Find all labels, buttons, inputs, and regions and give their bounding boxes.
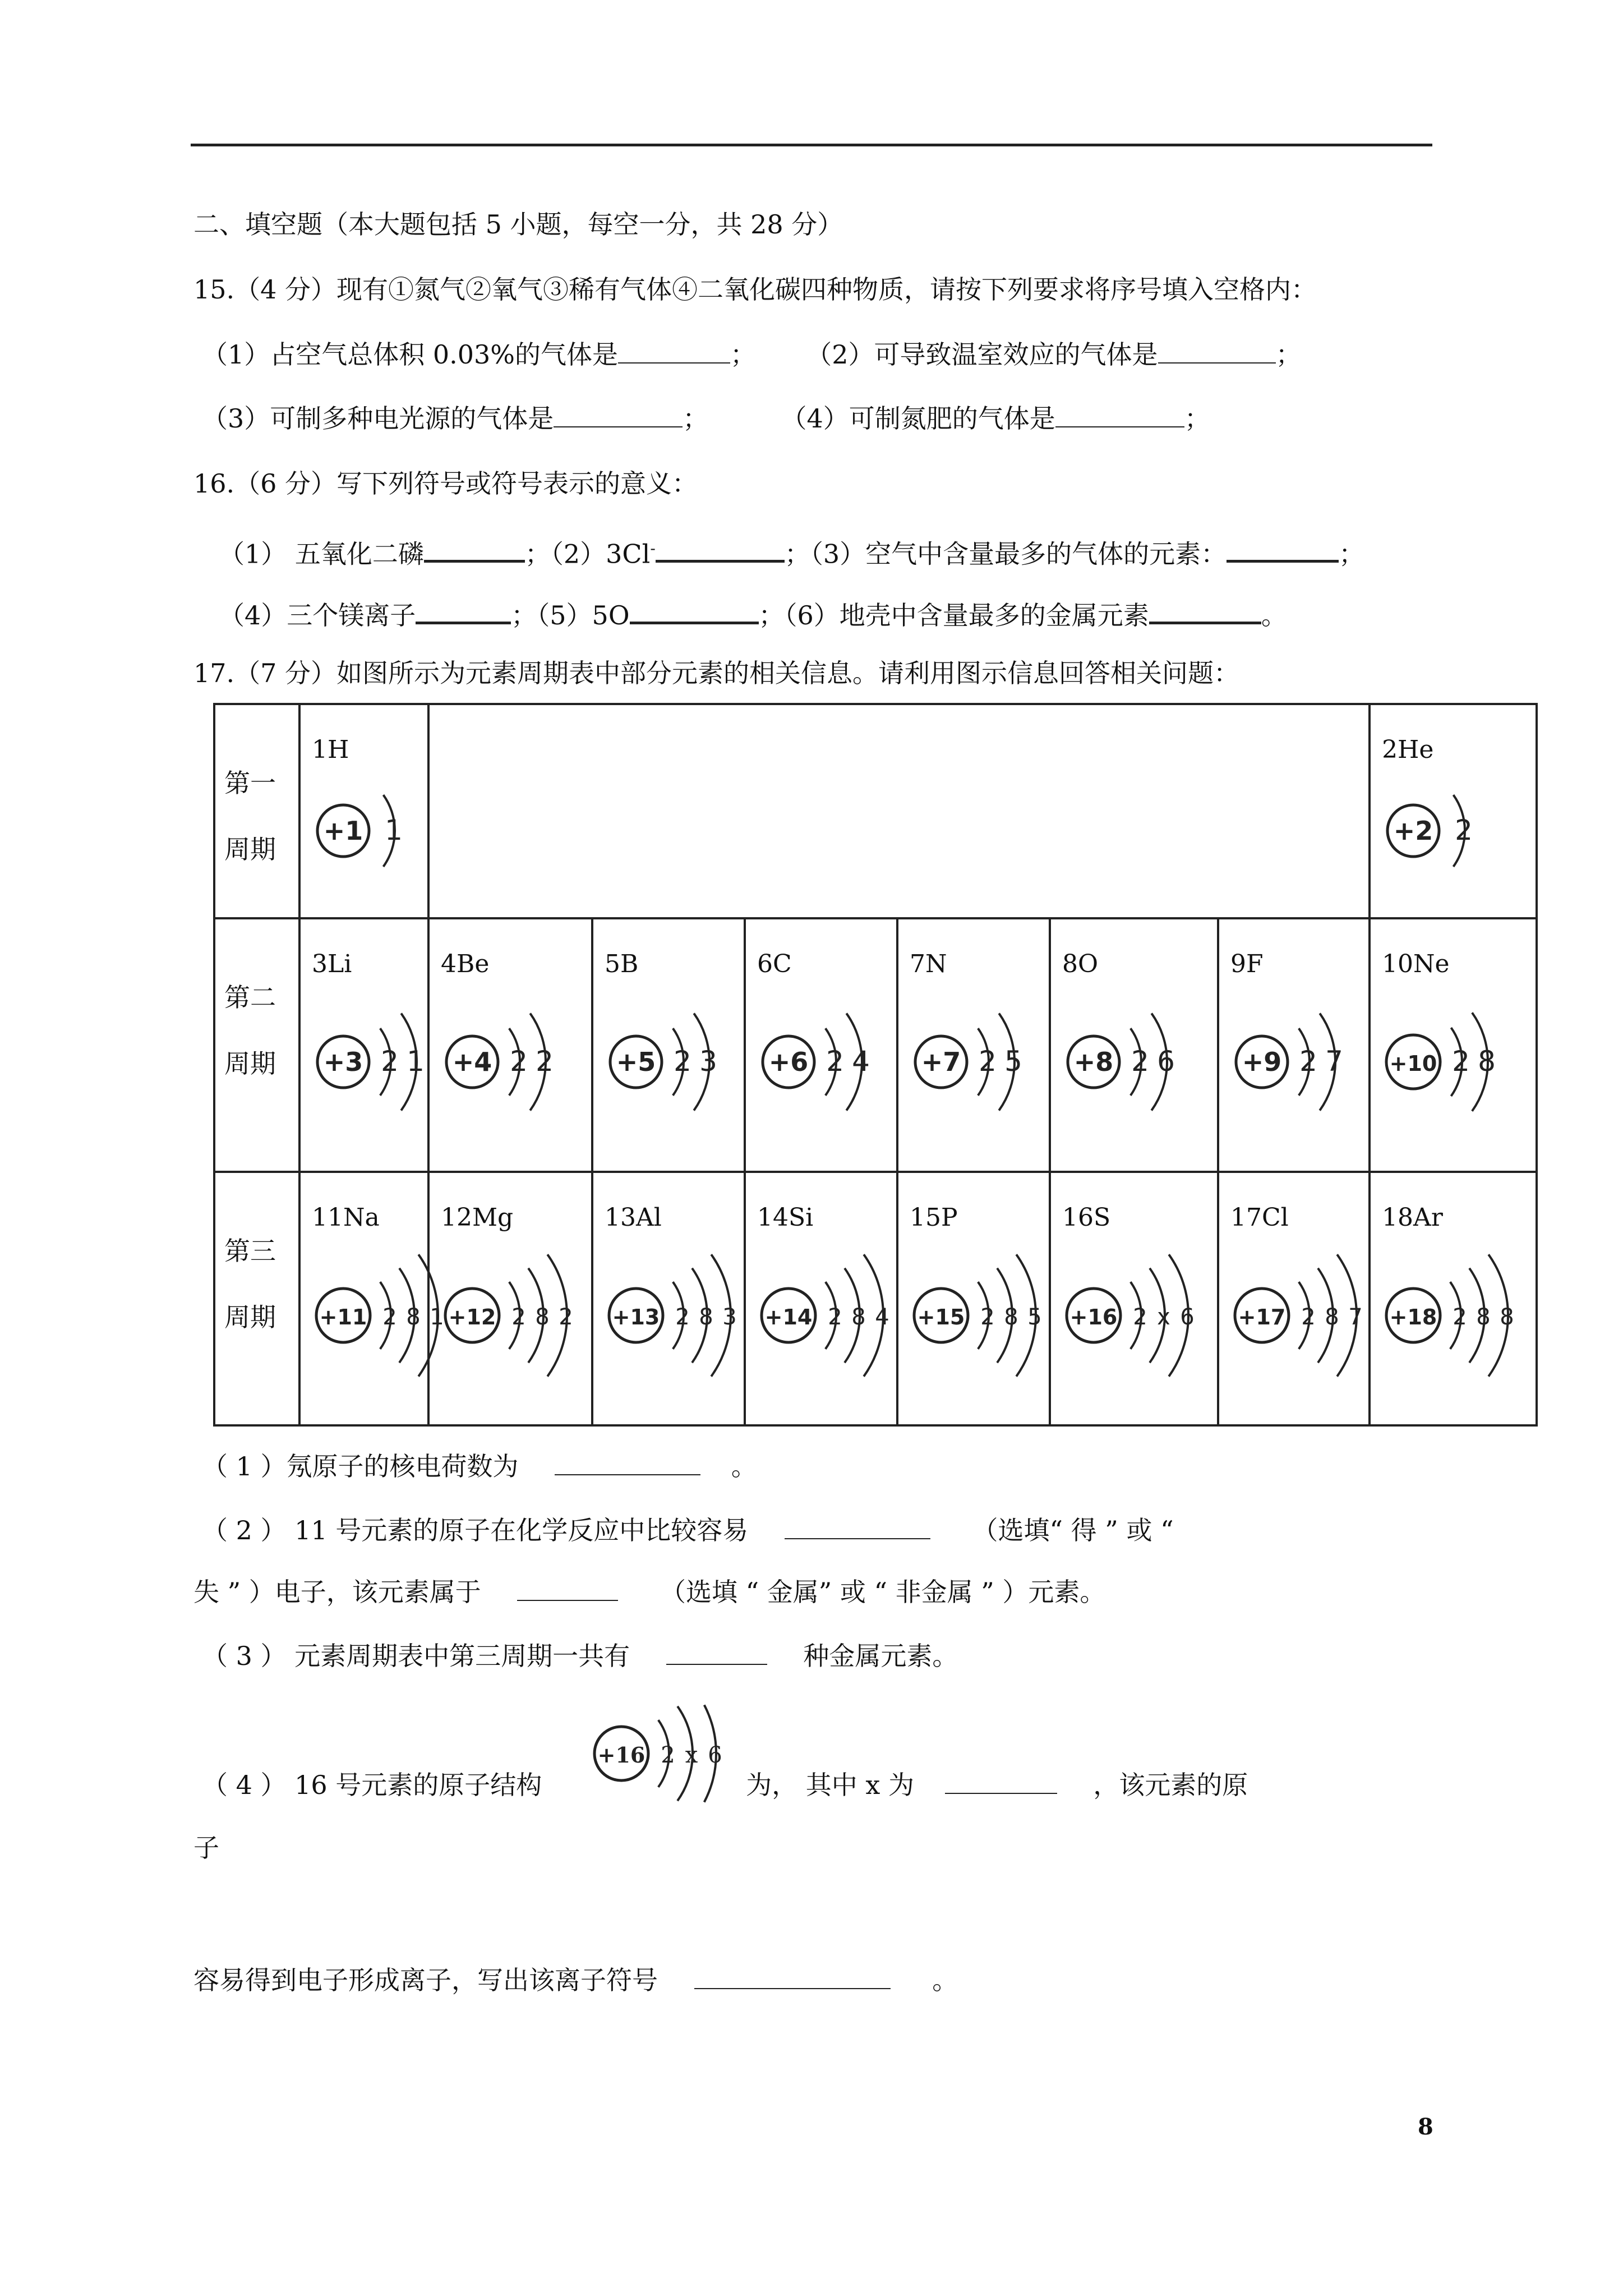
electron-count: 2 [559,1304,573,1330]
electron-count: 6 [1157,1045,1175,1078]
atom-diagram [308,989,426,1135]
q16-blank3[interactable] [1227,535,1339,563]
nucleus-label: +10 [1389,1051,1437,1076]
electron-count: 2 [675,1304,690,1330]
electron-count: 2 [536,1045,554,1078]
electron-count: 2 [381,1045,399,1078]
electron-count: 2 [510,1045,528,1078]
electron-count: 3 [699,1045,717,1078]
q17-a3: （ 3 ） 元素周期表中第三周期一共有 种金属元素。 [202,1639,958,1673]
q15-part3: （3）可制多种电光源的气体是 [202,403,554,434]
q17-blank5[interactable] [945,1768,1057,1794]
electron-count: 6 [707,1742,722,1768]
atom-diagram [308,775,426,887]
nucleus-label: +3 [323,1047,363,1077]
q17-a4-cont: 子 [193,1833,219,1863]
element-cell: 5B +5 2 3 [592,918,745,1172]
nucleus-label: +13 [612,1305,660,1329]
nucleus-label: +11 [319,1305,367,1329]
period-label-3: 第三周期 [214,1172,299,1425]
element-cell: 12Mg +12 2 8 2 [428,1172,592,1425]
element-cell: 13Al +13 2 8 3 [592,1172,745,1425]
electron-count: 2 [828,1304,842,1330]
element-cell: 14Si +14 2 8 4 [745,1172,897,1425]
q17-blank4[interactable] [666,1639,767,1665]
element-cell: 18Ar +18 2 8 8 [1370,1172,1537,1425]
electron-count: 2 [826,1045,844,1078]
electron-count: 2 [511,1304,526,1330]
q15-part1: （1）占空气总体积 0.03%的气体是 [202,339,619,370]
electron-count: 2 [1453,1304,1467,1330]
nucleus-label: +15 [917,1305,965,1329]
nucleus-label: +5 [616,1047,656,1077]
atom-diagram [1059,1243,1199,1388]
electron-count: 2 [660,1742,675,1768]
element-cell: 7N +7 2 5 [897,918,1050,1172]
electron-count: 2 [1301,1304,1316,1330]
period-1-row [214,704,1537,918]
atom-diagram [1378,1243,1513,1388]
electron-count: 1 [385,814,403,846]
element-cell: 15P +15 2 8 5 [897,1172,1050,1425]
q17-stem: 17.（7 分）如图所示为元素周期表中部分元素的相关信息。请利用图示信息回答相关问题： [193,658,1240,688]
element-cell: 4Be +4 2 2 [428,918,592,1172]
atom-diagram [1227,989,1356,1135]
electron-count: 8 [1004,1304,1018,1330]
electron-count: 2 [1133,1304,1147,1330]
nucleus-label: +12 [448,1305,496,1329]
nucleus-label: +16 [597,1742,645,1768]
q15-blank4[interactable] [1055,402,1184,427]
electron-count: 2 [979,1045,997,1078]
atom-diagram [601,1243,737,1388]
electron-count: 2 [674,1045,691,1078]
element-cell: 8O +8 2 6 [1050,918,1218,1172]
period-2-row [214,918,1537,1172]
q17-blank3[interactable] [517,1575,618,1601]
element-cell: 6C +6 2 4 [745,918,897,1172]
q17-a2: （ 2 ） 11 号元素的原子在化学反应中比较容易 （选填“ 得 ” 或 “ [202,1513,1174,1547]
electron-count: x [1157,1304,1170,1330]
element-cell: 2He +2 2 [1370,704,1537,918]
page-number: 8 [1418,2114,1433,2140]
electron-count: 4 [852,1045,870,1078]
element-cell: 9F +9 2 7 [1218,918,1370,1172]
electron-count: 5 [1004,1045,1022,1078]
electron-count: 8 [535,1304,550,1330]
period-label-1: 第一周期 [214,704,299,918]
q15-blank3[interactable] [554,402,683,427]
atom-diagram [1378,989,1513,1135]
electron-count: 7 [1348,1304,1363,1330]
nucleus-label: +9 [1242,1047,1282,1077]
nucleus-label: +16 [1069,1305,1118,1329]
element-cell: 1H +1 1 [299,704,428,918]
electron-count: 8 [1325,1304,1339,1330]
atom-diagram [308,1243,444,1388]
period-3-row [214,1172,1537,1425]
element-cell: 17Cl +17 2 8 7 [1218,1172,1370,1425]
atom-diagram [906,989,1035,1135]
element-cell: 16S +16 2 x 6 [1050,1172,1218,1425]
electron-count: 2 [1299,1045,1317,1078]
electron-count: 1 [407,1045,425,1078]
electron-count: 5 [1027,1304,1042,1330]
atom-diagram [601,989,730,1135]
electron-count: 8 [699,1304,713,1330]
nucleus-label: +7 [921,1047,961,1077]
nucleus-label: +14 [764,1305,813,1329]
electron-count: 7 [1325,1045,1343,1078]
section-title: 二、填空题（本大题包括 5 小题，每空一分，共 28 分） [193,209,843,240]
nucleus-label: +18 [1389,1305,1437,1329]
q15-part2: （2）可导致温室效应的气体是 [806,339,1158,370]
nucleus-label: +4 [452,1047,492,1077]
nucleus-label: +1 [323,816,363,846]
q16-blank1[interactable] [424,535,525,563]
element-cell: 11Na +11 2 8 1 [299,1172,428,1425]
electron-count: 2 [980,1304,995,1330]
table-gap [428,704,1370,918]
q17-a2b: 失 ” ）电子，该元素属于 （选填 “ 金属” 或 “ 非金属 ” ）元素。 [193,1575,1105,1609]
atom-diagram [906,1243,1042,1388]
q15-blank2[interactable] [1158,338,1276,364]
electron-count: 2 [382,1304,397,1330]
electron-count: 3 [722,1304,737,1330]
electron-count: 8 [406,1304,421,1330]
electron-count: 8 [1476,1304,1491,1330]
atom-diagram [754,989,883,1135]
atom-diagram [1227,1243,1363,1388]
electron-count: 8 [851,1304,866,1330]
atom-diagram [437,1243,572,1388]
q17-blank2[interactable] [785,1513,930,1539]
electron-count: x [685,1742,698,1768]
electron-count: 4 [875,1304,889,1330]
q17-blank6[interactable] [694,1963,891,1989]
nucleus-label: +17 [1238,1305,1286,1329]
electron-count: 8 [1478,1045,1496,1078]
q17-a4-last: 容易得到电子形成离子，写出该离子符号 。 [193,1963,958,1997]
electron-count: 8 [1500,1304,1514,1330]
q16-line2: （4）三个镁离子 ；（5）5O ；（6）地壳中含量最多的金属元素 。 [219,597,1287,632]
q17-blank1[interactable] [555,1450,700,1475]
header-rule [191,144,1432,146]
period-label-2: 第二周期 [214,918,299,1172]
q16-blank2[interactable] [656,535,785,563]
q15-line2: （3）可制多种电光源的气体是 ； （4）可制氮肥的气体是 ； [202,402,1210,435]
q17-a1: （ 1 ）氖原子的核电荷数为 。 [202,1450,757,1483]
element-cell: 3Li +3 2 1 [299,918,428,1172]
electron-count: 2 [1452,1045,1470,1078]
q16-line1: （1） 五氧化二磷 ；（2）3Cl- ；（3）空气中含量最多的气体的元素： ； [219,532,1364,570]
q15-line1: （1）占空气总体积 0.03%的气体是 ； （2）可导致温室效应的气体是 ； [202,338,1302,371]
sulfur-atom-diagram [587,1697,722,1810]
nucleus-label: +8 [1073,1047,1114,1077]
periodic-table [213,703,1538,1427]
atom-diagram [1378,775,1507,887]
q17-a4: （ 4 ） 16 号元素的原子结构 +16 2 x 6 为， 其中 x 为 ，该元素的原 [202,1765,1248,1810]
q15-stem: 15.（4 分）现有①氮气②氧气③稀有气体④二氧化碳四种物质，请按下列要求将序号填入空格内： [193,274,1317,305]
electron-count: 1 [430,1304,444,1330]
electron-count: 2 [1455,814,1473,846]
q16-stem: 16.（6 分）写下列符号或符号表示的意义： [193,468,698,499]
q15-blank1[interactable] [618,338,730,364]
q16-blank6[interactable] [1149,597,1261,624]
q16-blank5[interactable] [630,597,759,624]
atom-diagram [754,1243,889,1388]
electron-count: 6 [1180,1304,1195,1330]
atom-diagram [1059,989,1188,1135]
element-cell: 10Ne +10 2 8 [1370,918,1537,1172]
q16-blank4[interactable] [416,597,511,624]
atom-diagram [437,989,566,1135]
nucleus-label: +2 [1393,816,1433,846]
nucleus-label: +6 [768,1047,809,1077]
electron-count: 2 [1131,1045,1149,1078]
q15-part4: （4）可制氮肥的气体是 [781,403,1055,434]
